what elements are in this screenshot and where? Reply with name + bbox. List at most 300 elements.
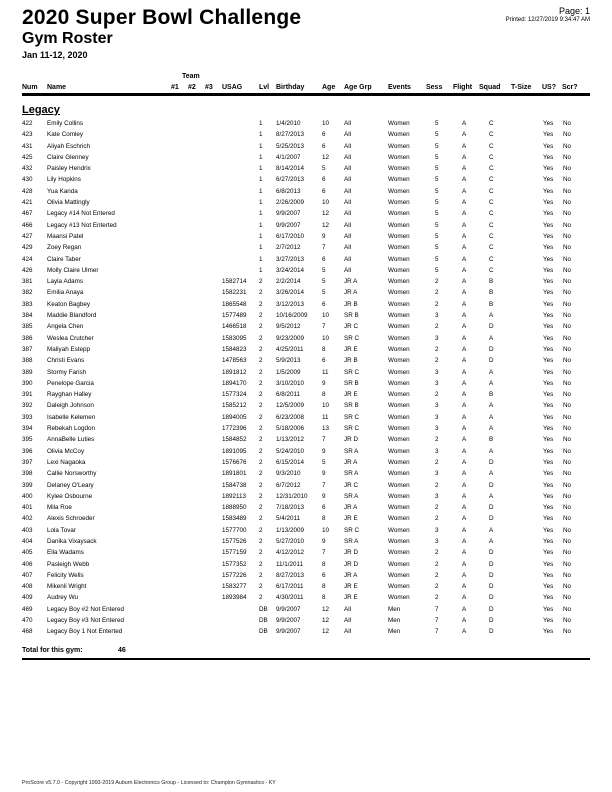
cell-squad: A [489,492,494,500]
cell-num: 404 [22,537,33,545]
cell-age-group: JR C [344,481,358,489]
cell-name: Keaton Bagbey [47,300,91,308]
cell-flight: A [462,278,467,286]
cell-birthday: 9/9/2007 [276,210,301,218]
cell-age: 8 [322,583,326,591]
cell-us: Yes [543,560,554,568]
cell-squad: C [489,232,494,240]
table-row [0,526,612,537]
cell-birthday: 6/17/2011 [276,583,304,591]
cell-age-group: JR E [344,391,358,399]
cell-age-group: JR D [344,436,358,444]
cell-flight: A [462,605,467,613]
cell-session: 2 [435,458,439,466]
cell-squad: D [489,481,494,489]
cell-name: Stormy Farish [47,368,87,376]
cell-squad: B [489,391,494,399]
cell-scratch: No [563,153,572,161]
cell-squad: D [489,617,494,625]
cell-age-group: All [344,605,351,613]
cell-level: 1 [259,187,263,195]
cell-squad: A [489,425,494,433]
cell-flight: A [462,120,467,127]
cell-flight: A [462,458,467,466]
cell-us: Yes [543,210,554,218]
cell-squad: C [489,120,494,127]
cell-age-group: SR A [344,492,359,500]
cell-age: 8 [322,594,326,602]
cell-age: 8 [322,560,326,568]
cell-age: 8 [322,391,326,399]
cell-level: DB [259,617,268,625]
cell-session: 2 [435,571,439,579]
table-row [0,424,612,435]
cell-num: 432 [22,165,33,173]
cell-age-group: JR A [344,458,358,466]
cell-age: 9 [322,232,326,240]
cell-age-group: SR C [344,425,360,433]
cell-age-group: JR C [344,323,358,331]
cell-scratch: No [563,187,572,195]
cell-squad: A [489,402,494,410]
cell-scratch: No [563,323,572,331]
cell-level: 2 [259,300,263,308]
cell-name: Kate Comley [47,131,84,139]
cell-age-group: All [344,221,351,229]
cell-level: 2 [259,470,263,478]
cell-num: 382 [22,289,33,297]
cell-age: 5 [322,278,326,286]
table-row [0,130,612,141]
cell-age: 10 [322,312,330,320]
cell-flight: A [462,176,467,184]
cell-name: Felicity Wells [47,571,84,579]
cell-us: Yes [543,142,554,150]
cell-name: Angela Chen [47,323,84,331]
cell-scratch: No [563,368,572,376]
cell-level: 2 [259,436,263,444]
cell-num: 400 [22,492,33,500]
cell-age: 7 [322,323,326,331]
total-label: Total for this gym: [22,647,83,654]
cell-scratch: No [563,289,572,297]
cell-birthday: 5/27/2010 [276,537,305,545]
cell-us: Yes [543,153,554,161]
cell-events: Women [388,571,410,579]
cell-level: 2 [259,492,263,500]
header-rule [22,93,590,96]
cell-session: 2 [435,560,439,568]
cell-session: 3 [435,470,439,478]
cell-events: Women [388,266,410,274]
cell-session: 2 [435,391,439,399]
cell-flight: A [462,402,467,410]
cell-scratch: No [563,300,572,308]
cell-squad: D [489,583,494,591]
cell-session: 2 [435,345,439,353]
table-row [0,368,612,379]
cell-num: 401 [22,504,33,512]
cell-level: 1 [259,244,263,252]
cell-scratch: No [563,571,572,579]
cell-scratch: No [563,605,572,613]
cell-age-group: JR E [344,583,358,591]
table-row [0,401,612,412]
cell-us: Yes [543,526,554,534]
cell-birthday: 5/9/2013 [276,357,301,365]
cell-events: Women [388,120,410,127]
cell-us: Yes [543,120,554,127]
table-row [0,481,612,492]
cell-name: Isabelle Kelemen [47,413,96,421]
cell-level: 2 [259,515,263,523]
cell-age: 8 [322,515,326,523]
cell-flight: A [462,628,467,636]
cell-events: Men [388,628,401,636]
cell-squad: D [489,515,494,523]
cell-us: Yes [543,334,554,342]
cell-level: 2 [259,413,263,421]
cell-name: Maddie Blandford [47,312,97,320]
printed-timestamp: Printed: 12/27/2019 9:34:47 AM [505,17,590,23]
cell-flight: A [462,210,467,218]
cell-session: 5 [435,255,439,263]
cell-birthday: 4/25/2011 [276,345,304,353]
cell-num: 384 [22,312,33,320]
cell-squad: D [489,323,494,331]
cell-level: 2 [259,537,263,545]
cell-level: 2 [259,560,263,568]
cell-events: Women [388,300,410,308]
cell-birthday: 10/16/2009 [276,312,308,320]
col-team1: #1 [171,84,179,91]
cell-session: 2 [435,278,439,286]
cell-num: 381 [22,278,33,286]
cell-age-group: SR C [344,368,360,376]
cell-age: 10 [322,526,330,534]
cell-events: Women [388,289,410,297]
cell-num: 428 [22,187,33,195]
cell-usag: 1583095 [222,334,247,342]
cell-scratch: No [563,470,572,478]
cell-num: 391 [22,391,33,399]
cell-us: Yes [543,470,554,478]
cell-us: Yes [543,447,554,455]
cell-flight: A [462,526,467,534]
cell-num: 405 [22,549,33,557]
cell-session: 3 [435,413,439,421]
col-num: Num [22,84,38,91]
cell-usag: 1893984 [222,594,247,602]
cell-age-group: All [344,617,351,625]
cell-name: Legacy #13 Not Enterted [47,221,117,229]
cell-scratch: No [563,255,572,263]
cell-squad: C [489,221,494,229]
cell-age: 12 [322,210,330,218]
cell-age-group: JR D [344,549,358,557]
cell-level: 2 [259,391,263,399]
cell-session: 5 [435,221,439,229]
cell-usag: 1576676 [222,458,247,466]
cell-session: 3 [435,368,439,376]
table-row [0,435,612,446]
cell-flight: A [462,131,467,139]
cell-squad: B [489,300,494,308]
cell-session: 3 [435,425,439,433]
cell-name: Olivia McCoy [47,447,85,455]
cell-age: 9 [322,537,326,545]
cell-age-group: All [344,266,351,274]
cell-name: Zoey Regan [47,244,82,252]
cell-flight: A [462,232,467,240]
cell-birthday: 2/26/2009 [276,199,305,207]
cell-us: Yes [543,504,554,512]
cell-name: Daleigh Johnson [47,402,94,410]
cell-age-group: All [344,131,351,139]
cell-level: 2 [259,481,263,489]
cell-session: 2 [435,481,439,489]
cell-flight: A [462,153,467,161]
col-age: Age [322,84,336,91]
cell-scratch: No [563,379,572,387]
table-row [0,255,612,266]
cell-flight: A [462,199,467,207]
col-scr: Scr? [562,84,578,91]
cell-squad: D [489,345,494,353]
cell-birthday: 3/26/2014 [276,289,305,297]
cell-age: 9 [322,379,326,387]
cell-num: 424 [22,255,33,263]
cell-name: Rayghan Halley [47,391,92,399]
cell-flight: A [462,492,467,500]
cell-usag: 1577226 [222,571,247,579]
cell-num: 406 [22,560,33,568]
cell-events: Men [388,605,401,613]
cell-num: 388 [22,357,33,365]
cell-age: 9 [322,470,326,478]
cell-events: Women [388,413,410,421]
cell-session: 2 [435,323,439,331]
cell-usag: 1577700 [222,526,247,534]
cell-squad: D [489,560,494,568]
cell-level: 2 [259,334,263,342]
team-header: Team [182,73,200,80]
cell-usag: 1478563 [222,357,247,365]
cell-birthday: 3/12/2013 [276,300,305,308]
cell-events: Women [388,549,410,557]
cell-scratch: No [563,142,572,150]
cell-us: Yes [543,176,554,184]
cell-birthday: 8/27/2013 [276,571,305,579]
cell-birthday: 5/18/2006 [276,425,305,433]
cell-squad: A [489,413,494,421]
cell-session: 7 [435,605,439,613]
cell-usag: 1583489 [222,515,247,523]
cell-usag: 1577526 [222,537,247,545]
cell-usag: 1577324 [222,391,247,399]
cell-flight: A [462,470,467,478]
cell-level: 2 [259,278,263,286]
cell-name: Kylee Osbourne [47,492,93,500]
cell-flight: A [462,617,467,625]
cell-scratch: No [563,345,572,353]
table-row [0,379,612,390]
cell-events: Women [388,368,410,376]
cell-age-group: All [344,255,351,263]
cell-age: 10 [322,199,330,207]
cell-scratch: No [563,221,572,229]
cell-age: 9 [322,492,326,500]
cell-level: 2 [259,402,263,410]
cell-us: Yes [543,515,554,523]
cell-num: 422 [22,120,33,127]
bottom-rule [22,658,590,660]
cell-num: 425 [22,153,33,161]
table-row [0,492,612,503]
cell-name: Claire Taber [47,255,81,263]
cell-age: 12 [322,605,330,613]
cell-us: Yes [543,413,554,421]
cell-age-group: JR B [344,300,358,308]
cell-events: Women [388,221,410,229]
cell-birthday: 5/24/2010 [276,447,305,455]
cell-squad: A [489,537,494,545]
cell-events: Women [388,232,410,240]
cell-usag: 1584823 [222,345,247,353]
table-row [0,266,612,277]
cell-age-group: SR C [344,526,360,534]
cell-flight: A [462,560,467,568]
cell-flight: A [462,594,467,602]
cell-session: 3 [435,334,439,342]
col-usag: USAG [222,84,243,91]
cell-events: Women [388,436,410,444]
table-row [0,232,612,243]
cell-age: 7 [322,481,326,489]
cell-age-group: JR A [344,504,358,512]
cell-name: Claire Glenney [47,153,89,161]
col-lvl: Lvl [259,84,270,91]
cell-events: Women [388,278,410,286]
cell-age: 6 [322,300,326,308]
cell-events: Women [388,537,410,545]
cell-session: 2 [435,583,439,591]
section-title: Legacy [22,104,60,116]
cell-session: 5 [435,266,439,274]
cell-birthday: 9/9/2007 [276,221,301,229]
cell-squad: C [489,244,494,252]
cell-age: 5 [322,266,326,274]
table-row [0,514,612,525]
cell-usag: 1772396 [222,425,247,433]
cell-us: Yes [543,221,554,229]
cell-name: Danika Vixaysack [47,537,97,545]
cell-flight: A [462,425,467,433]
cell-flight: A [462,187,467,195]
cell-flight: A [462,300,467,308]
cell-session: 3 [435,526,439,534]
cell-usag: 1577159 [222,549,247,557]
table-row [0,209,612,220]
cell-us: Yes [543,594,554,602]
cell-name: Maansi Patel [47,232,84,240]
cell-scratch: No [563,266,572,274]
cell-age-group: SR C [344,334,360,342]
cell-age-group: SR C [344,413,360,421]
cell-squad: D [489,594,494,602]
cell-flight: A [462,244,467,252]
cell-events: Women [388,504,410,512]
cell-age-group: JR E [344,515,358,523]
cell-age: 6 [322,176,326,184]
cell-age: 12 [322,628,330,636]
meet-dates: Jan 11-12, 2020 [22,50,88,60]
cell-level: 1 [259,176,263,184]
cell-us: Yes [543,368,554,376]
cell-age-group: SR A [344,447,359,455]
cell-flight: A [462,571,467,579]
cell-level: 1 [259,266,263,274]
cell-age-group: JR E [344,594,358,602]
cell-name: AnnaBelle Luties [47,436,95,444]
cell-events: Women [388,481,410,489]
cell-num: 403 [22,526,33,534]
cell-level: 1 [259,199,263,207]
cell-session: 3 [435,492,439,500]
report-title: 2020 Super Bowl Challenge [22,6,302,29]
total-value: 46 [118,647,126,654]
cell-age: 10 [322,120,330,127]
cell-usag: 1892113 [222,492,247,500]
cell-num: 466 [22,221,33,229]
cell-age-group: All [344,244,351,252]
cell-squad: C [489,199,494,207]
cell-session: 5 [435,176,439,184]
cell-squad: C [489,210,494,218]
cell-usag: 1577352 [222,560,247,568]
cell-level: 1 [259,221,263,229]
cell-scratch: No [563,549,572,557]
cell-usag: 1891095 [222,447,247,455]
cell-num: 409 [22,594,33,602]
cell-events: Women [388,391,410,399]
cell-name: Mila Roe [47,504,72,512]
cell-level: 2 [259,458,263,466]
cell-birthday: 6/15/2014 [276,458,305,466]
cell-age: 9 [322,447,326,455]
cell-events: Women [388,153,410,161]
table-row [0,537,612,548]
cell-session: 3 [435,537,439,545]
col-squad: Squad [479,84,501,91]
cell-events: Women [388,594,410,602]
table-row [0,277,612,288]
cell-us: Yes [543,300,554,308]
cell-name: Pasleigh Webb [47,560,90,568]
cell-age-group: SR B [344,379,359,387]
cell-num: 469 [22,605,33,613]
table-row [0,582,612,593]
cell-num: 398 [22,470,33,478]
cell-flight: A [462,221,467,229]
cell-usag: 1888950 [222,504,247,512]
cell-num: 408 [22,583,33,591]
cell-num: 393 [22,413,33,421]
cell-num: 394 [22,425,33,433]
cell-num: 399 [22,481,33,489]
table-row [0,560,612,571]
cell-num: 397 [22,458,33,466]
